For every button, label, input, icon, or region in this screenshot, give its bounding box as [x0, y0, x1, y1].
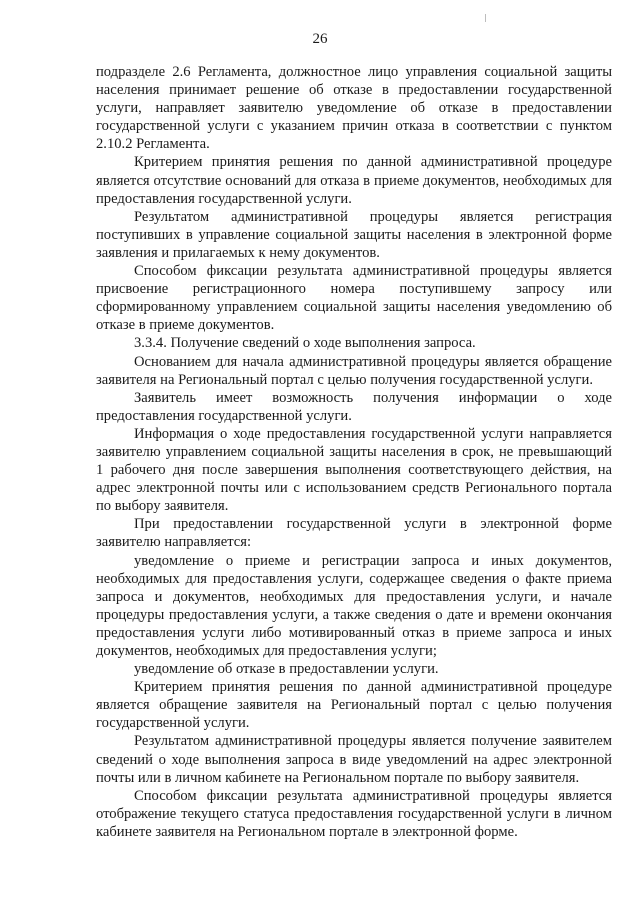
- paragraph: Способом фиксации результата административной процедуры является присвоение регистрационного номера поступившему запросу или сформированному управлением социальной защиты населения уведомлению об отказе в приеме документов.: [96, 263, 612, 334]
- paragraph: Критерием принятия решения по данной административной процедуре является отсутствие оснований для отказа в приеме документов, необходимых для предоставления государственной услуги.: [96, 154, 612, 207]
- list-item: уведомление об отказе в предоставлении услуги.: [134, 661, 439, 678]
- paragraph: Заявитель имеет возможность получения информации о ходе предоставления государственной услуги.: [96, 389, 612, 424]
- paragraph: Информация о ходе предоставления государственной услуги направляется заявителю управлением социальной защиты населения в срок, не превышающий 1 рабочего дня после завершения выполнения соответствующего действия, на адрес электронной почты или с использованием средств Регионального портала по выбору заявителя.: [96, 425, 612, 515]
- paragraph: Основанием для начала административной процедуры является обращение заявителя на Региональный портал с целью получения государственной услуги.: [96, 353, 612, 388]
- page-number: 26: [312, 31, 328, 47]
- section-heading: 3.3.4. Получение сведений о ходе выполнения запроса.: [134, 335, 476, 352]
- scan-mark: [485, 14, 486, 22]
- paragraph: подразделе 2.6 Регламента, должностное лицо управления социальной защиты населения принимает решение об отказе в предоставлении государственной услуги, направляет заявителю уведомление об отказе в предоставлении государственной услуги с указанием причин отказа в соответствии с пунктом 2.10.2 Регламента.: [96, 64, 612, 153]
- paragraph: Результатом административной процедуры является получение заявителем сведений о ходе выполнения запроса в виде уведомлений на адрес электронной почты или в личном кабинете на Региональном портале по выбору заявителя.: [96, 733, 612, 786]
- paragraph: При предоставлении государственной услуги в электронной форме заявителю направляется:: [96, 516, 612, 551]
- paragraph: Критерием принятия решения по данной административной процедуре является обращение заявителя на Региональный портал с целью получения государственной услуги.: [96, 679, 612, 732]
- paragraph: Результатом административной процедуры является регистрация поступивших в управление социальной защиты населения в электронной форме заявления и прилагаемых к нему документов.: [96, 208, 612, 261]
- document-body: [96, 63, 612, 841]
- list-item: уведомление о приеме и регистрации запроса и иных документов, необходимых для предоставления услуги, содержащее сведения о факте приема запроса и документов, необходимых для предоставления услуги, и начале процедуры предоставления услуги, а также сведения о дате и времени окончания предоставления услуги либо мотивированный отказ в приеме запроса и иных документов, необходимых для предоставления услуги;: [96, 552, 612, 659]
- paragraph: Способом фиксации результата административной процедуры является отображение текущего статуса предоставления государственной услуги в личном кабинете заявителя на Региональном портале в электронной форме.: [96, 787, 612, 840]
